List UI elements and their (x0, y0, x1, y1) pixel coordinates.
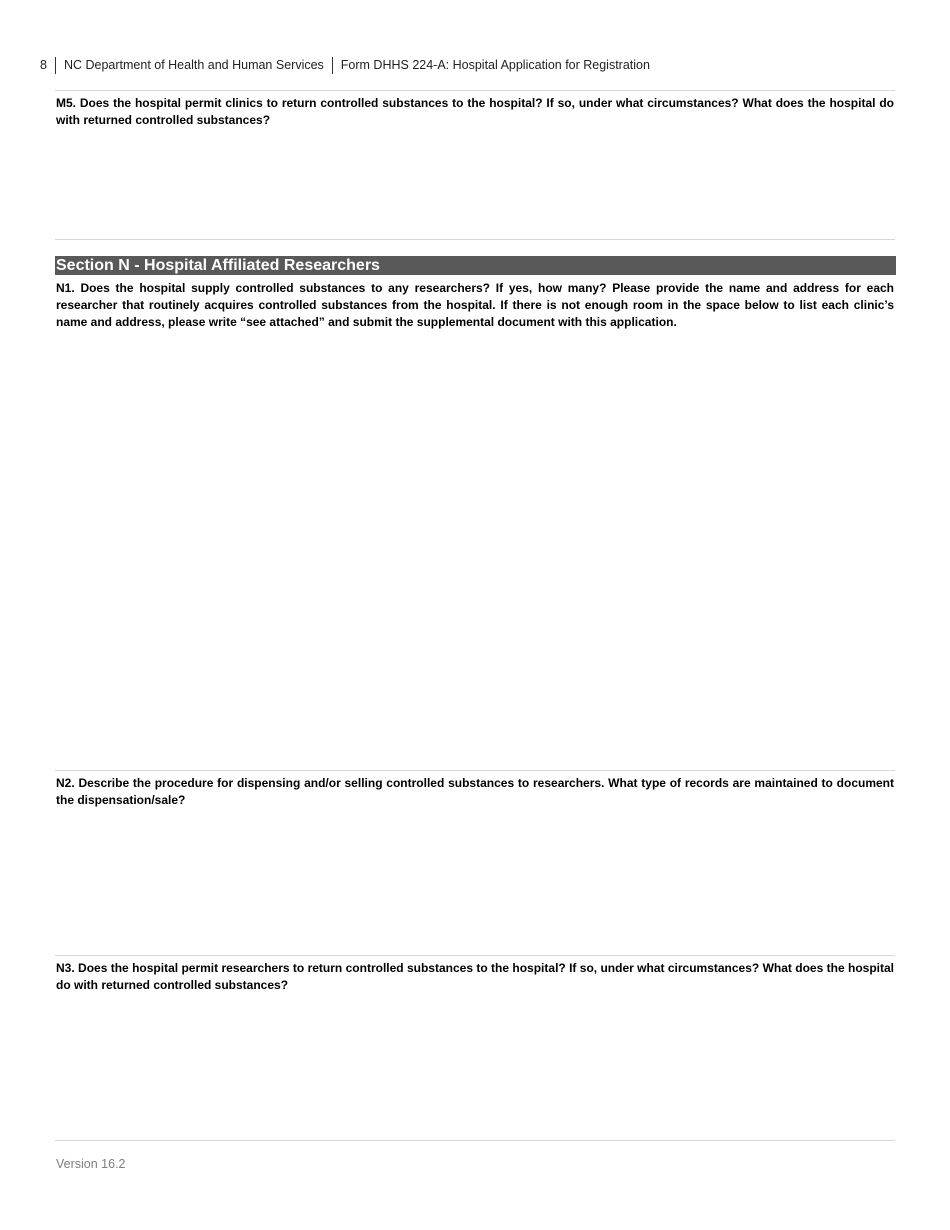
section-heading: Section N - Hospital Affiliated Researchers (55, 256, 896, 275)
divider-rule (55, 90, 895, 91)
question-m5: M5. Does the hospital permit clinics to return controlled substances to the hospital? If so, under what circumstances? What does the hospital do with returned controlled substances? (56, 96, 894, 127)
page-number: 8 (40, 58, 47, 72)
divider-rule (55, 770, 895, 771)
question-n2: N2. Describe the procedure for dispensing and/or selling controlled substances to researchers. What type of records are maintained to document the dispensation/sale? (56, 776, 894, 807)
form-title: Form DHHS 224-A: Hospital Application for Registration (340, 58, 650, 72)
page-header (40, 56, 650, 74)
question-n1: N1. Does the hospital supply controlled substances to any researchers? If yes, how many? Please provide the name and address for each researcher that routinely acquires controlled substances from the hospital. If there is not enough room in the space below to list each clinic’s name and address, please write “see attached” and submit the supplemental document with this application. (56, 281, 894, 329)
answer-field-n1[interactable] (56, 335, 894, 765)
divider-rule (55, 955, 895, 956)
header-divider (332, 57, 333, 74)
department-name: NC Department of Health and Human Services (63, 58, 324, 72)
divider-rule (55, 239, 895, 240)
answer-field-m5[interactable] (56, 130, 894, 235)
answer-field-n2[interactable] (56, 812, 894, 952)
header-divider (55, 57, 56, 74)
divider-rule (55, 1140, 895, 1141)
question-n3: N3. Does the hospital permit researchers to return controlled substances to the hospital? If so, under what circumstances? What does the hospital do with returned controlled substances? (56, 961, 894, 992)
version-label: Version 16.2 (56, 1157, 126, 1171)
answer-field-n3[interactable] (56, 997, 894, 1135)
